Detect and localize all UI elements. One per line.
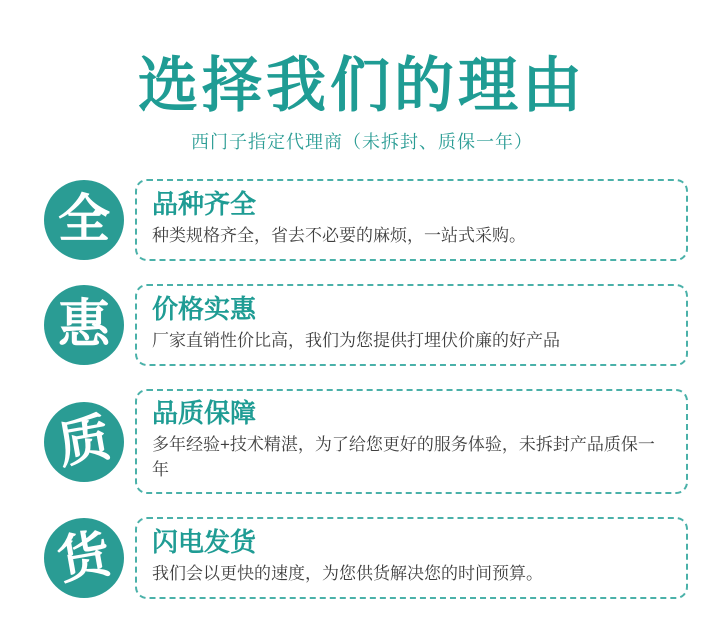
feature-badge-circle — [44, 285, 124, 365]
feature-card — [135, 517, 688, 599]
feature-card — [135, 389, 688, 494]
feature-badge-character: 惠 — [57, 296, 110, 354]
feature-badge-character: 全 — [57, 191, 110, 249]
feature-title: 品质保障 — [152, 398, 257, 428]
feature-description: 我们会以更快的速度，为您供货解决您的时间预算。 — [152, 564, 543, 584]
feature-badge-circle — [44, 180, 124, 260]
feature-badge-circle — [44, 402, 124, 482]
feature-badge-circle — [44, 518, 124, 598]
feature-item-price — [44, 284, 688, 366]
feature-card — [135, 179, 688, 261]
page-header — [0, 0, 724, 154]
feature-description: 厂家直销性价比高，我们为您提供打埋伏价廉的好产品 — [152, 330, 560, 350]
feature-badge-character: 货 — [53, 525, 115, 592]
page-subtitle: 西门子指定代理商（未拆封、质保一年） — [191, 132, 533, 152]
feature-title: 品种齐全 — [152, 188, 257, 219]
feature-item-shipping — [44, 517, 688, 599]
feature-description: 种类规格齐全，省去不必要的麻烦，一站式采购。 — [152, 225, 526, 245]
feature-card — [135, 284, 688, 366]
feature-item-quality — [44, 389, 688, 494]
feature-title: 闪电发货 — [152, 527, 257, 558]
feature-title: 价格实惠 — [152, 293, 257, 324]
feature-item-variety — [44, 179, 688, 261]
feature-description: 多年经验+技术精湛，为了给您更好的服务体验，未拆封产品质保一年 — [152, 435, 655, 479]
feature-list — [44, 179, 688, 599]
page-title: 选择我们的理由 — [138, 53, 586, 119]
feature-badge-character: 质 — [53, 408, 115, 475]
